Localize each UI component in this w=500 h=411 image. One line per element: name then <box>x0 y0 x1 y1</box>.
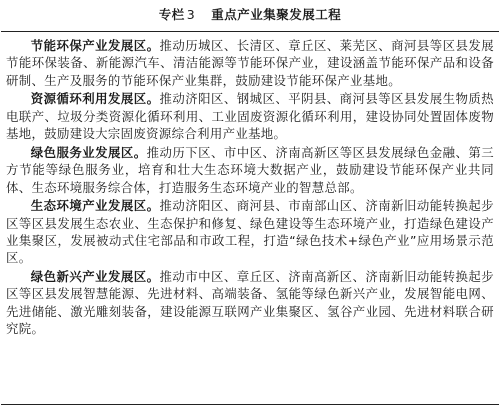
section-heading: 绿色新兴产业发展区。 <box>30 268 160 284</box>
section-paragraph <box>6 197 494 267</box>
section-heading: 节能环保产业发展区。 <box>30 38 160 53</box>
section-heading: 绿色服务业发展区。 <box>30 144 147 160</box>
box-content <box>6 37 494 339</box>
section-heading: 生态环境产业发展区。 <box>30 198 160 214</box>
box-title <box>0 6 500 24</box>
section-text: 推动历城区、长清区、章丘区、莱芜区、商河县等区县发展节能环保装备、新能源汽车、清洁能源等节能环保产业，建设涵盖节能环保产品和设备研制、生产及服务的节能环保产业集群，鼓励建设节能环保产业基地。 <box>6 38 494 88</box>
section-heading: 资源循环利用发展区。 <box>30 91 160 107</box>
section-paragraph <box>6 37 494 89</box>
section-text: 推动济阳区、钢城区、平阴县、商河县等区县发展生物质热电联产、垃圾分类资源化循环利用、工业固废资源化循环利用，建设协同处置固体废物基地，鼓励建设大宗固废资源综合利用产业基地。 <box>6 91 494 142</box>
bottom-rule <box>1 404 499 405</box>
section-paragraph <box>6 90 494 142</box>
section-text: 推动济阳区、商河县、市南部山区、济南新旧动能转换起步区等区县发展生态农业、生态保护和修复、绿色建设等生态环境产业，打造绿色建设产业集聚区，发展被动式住宅部品和市政工程，打造“绿色技术+绿色产业”应用场景示范区。 <box>6 198 494 266</box>
top-rule <box>1 31 499 32</box>
box-label: 专栏 <box>158 7 185 22</box>
section-paragraph <box>6 268 494 338</box>
section-text: 推动市中区、章丘区、济南高新区、济南新旧动能转换起步区等区县发展智慧能源、先进材料、高端装备、氢能等绿色新兴产业，发展智能电网、先进储能、激光雕刻装备，建设能源互联网产业集聚区、氢谷产业园、先进材料联合研究院。 <box>6 268 494 337</box>
section-text: 推动历下区、市中区、济南高新区等区县发展绿色金融、第三方节能等绿色服务业，培育和壮大生态环境大数据产业，鼓励建设节能环保产业共同体、生态环境服务综合体，打造服务生态环境产业的智慧总部。 <box>6 144 495 195</box>
box-number: 3 <box>186 7 196 22</box>
section-paragraph <box>6 144 494 196</box>
box-title-text: 重点产业集聚发展工程 <box>211 7 342 22</box>
